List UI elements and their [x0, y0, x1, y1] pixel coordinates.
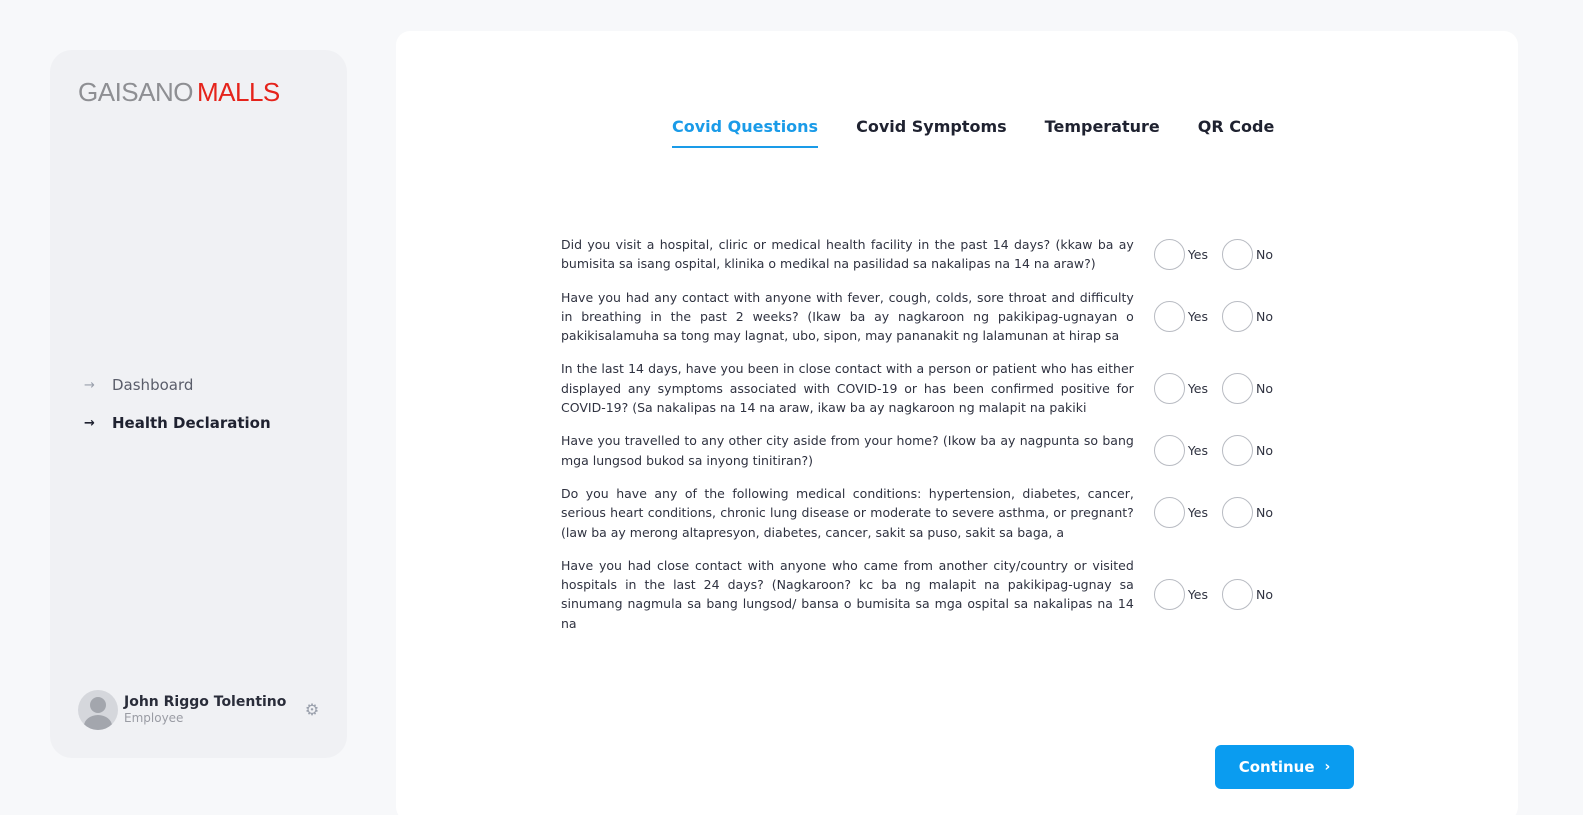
radio-no[interactable] [1222, 435, 1253, 466]
sidebar-nav [84, 366, 271, 442]
question-text: Have you had any contact with anyone with fever, cough, colds, sore throat and difficulty in breathing in the past 2 weeks? (Ikaw ba ay nagkaroon ng pakikipag-ugnayan o pakikisalamuha sa tong may lagnat, ubo, sipon, may pananakit ng lalamunan at hirap sa [561, 289, 1134, 344]
question-row [561, 235, 1281, 274]
avatar [78, 690, 118, 730]
tab-covid-symptoms[interactable]: Covid Symptoms [856, 117, 1007, 136]
answer-no-option[interactable] [1222, 239, 1273, 270]
tab-qr-code[interactable]: QR Code [1197, 117, 1275, 136]
radio-no[interactable] [1222, 239, 1253, 270]
gear-icon[interactable]: ⚙ [304, 700, 320, 719]
question-row [561, 556, 1281, 633]
brand-name-part1: GAISANO [78, 77, 193, 107]
radio-yes[interactable] [1154, 239, 1185, 270]
question-row [561, 431, 1281, 470]
radio-yes[interactable] [1154, 435, 1185, 466]
answer-yes-option[interactable] [1154, 579, 1208, 610]
question-text: Do you have any of the following medical conditions: hypertension, diabetes, cancer, serious heart conditions, chronic lung disease or moderate to severe asthma, or pregnant? (law ba ay merong altapresyon, diabetes, cancer, sakit sa puso, sakit sa baga, a [561, 485, 1134, 540]
user-role: Employee [124, 711, 184, 725]
option-label: No [1256, 380, 1273, 396]
tab-temperature[interactable]: Temperature [1044, 117, 1160, 136]
question-row [561, 288, 1281, 346]
option-label: Yes [1187, 309, 1208, 325]
chevron-right-icon: › [1324, 759, 1331, 775]
answer-no-option[interactable] [1222, 579, 1273, 610]
radio-no[interactable] [1222, 579, 1253, 610]
question-text: Have you travelled to any other city aside from your home? (Ikow ba ay nagpunta so bang mga lungsod bukod sa inyong tinitiran?) [561, 433, 1134, 468]
question-row [561, 359, 1281, 417]
sidebar-item-dashboard[interactable] [84, 366, 271, 404]
radio-yes[interactable] [1154, 579, 1185, 610]
user-name: John Riggo Tolentino [124, 694, 287, 710]
radio-yes[interactable] [1154, 497, 1185, 528]
radio-no[interactable] [1222, 373, 1253, 404]
radio-yes[interactable] [1154, 301, 1185, 332]
sidebar-item-health-declaration[interactable] [84, 404, 271, 442]
tab-covid-questions[interactable]: Covid Questions [672, 117, 818, 148]
answer-yes-option[interactable] [1154, 239, 1208, 270]
tab-bar [672, 117, 1274, 148]
question-text: Did you visit a hospital, cliric or medical health facility in the past 14 days? (kkaw ba ay bumisita sa isang ospital, klinika o medikal na pasilidad sa nakalipas na 14 na araw?) [561, 237, 1134, 272]
answer-no-option[interactable] [1222, 497, 1273, 528]
answer-no-option[interactable] [1222, 373, 1273, 404]
radio-no[interactable] [1222, 301, 1253, 332]
question-text: Have you had close contact with anyone who came from another city/country or visited hospitals in the last 24 days? (Nagkaroon? kc ba ng malapit na pakikipag-ugnay sa sinumang nagmula sa bang lungsod/ bansa o bumisita sa mga ospital sa nakalipas na 14 na [561, 557, 1134, 631]
option-label: No [1256, 309, 1273, 325]
radio-no[interactable] [1222, 497, 1253, 528]
answer-yes-option[interactable] [1154, 301, 1208, 332]
option-label: Yes [1187, 380, 1208, 396]
answer-no-option[interactable] [1222, 301, 1273, 332]
answer-yes-option[interactable] [1154, 373, 1208, 404]
option-label: Yes [1187, 246, 1208, 262]
option-label: Yes [1187, 586, 1208, 602]
sidebar [50, 50, 347, 758]
sidebar-item-label: Dashboard [112, 376, 194, 394]
brand-name-part2: MALLS [196, 77, 280, 107]
user-profile [78, 690, 323, 730]
radio-yes[interactable] [1154, 373, 1185, 404]
option-label: No [1256, 586, 1273, 602]
arrow-right-icon: → [84, 415, 95, 431]
continue-button[interactable] [1215, 745, 1354, 789]
option-label: Yes [1187, 505, 1208, 521]
answer-no-option[interactable] [1222, 435, 1273, 466]
arrow-right-icon: → [84, 377, 95, 393]
question-text: In the last 14 days, have you been in close contact with a person or patient who has either displayed any symptoms associated with COVID-19 or has been confirmed positive for COVID-19? (Sa nakalipas na 14 na araw, ikaw ba ay nagkaroon ng malapit na pakiki [561, 361, 1134, 416]
option-label: Yes [1187, 443, 1208, 459]
answer-yes-option[interactable] [1154, 497, 1208, 528]
brand-logo[interactable] [78, 77, 280, 108]
option-label: No [1256, 246, 1273, 262]
answer-yes-option[interactable] [1154, 435, 1208, 466]
question-row [561, 484, 1281, 542]
continue-label: Continue [1238, 758, 1315, 776]
sidebar-item-label: Health Declaration [112, 414, 271, 432]
option-label: No [1256, 505, 1273, 521]
option-label: No [1256, 443, 1273, 459]
question-list [561, 235, 1281, 647]
main-panel [396, 31, 1518, 815]
